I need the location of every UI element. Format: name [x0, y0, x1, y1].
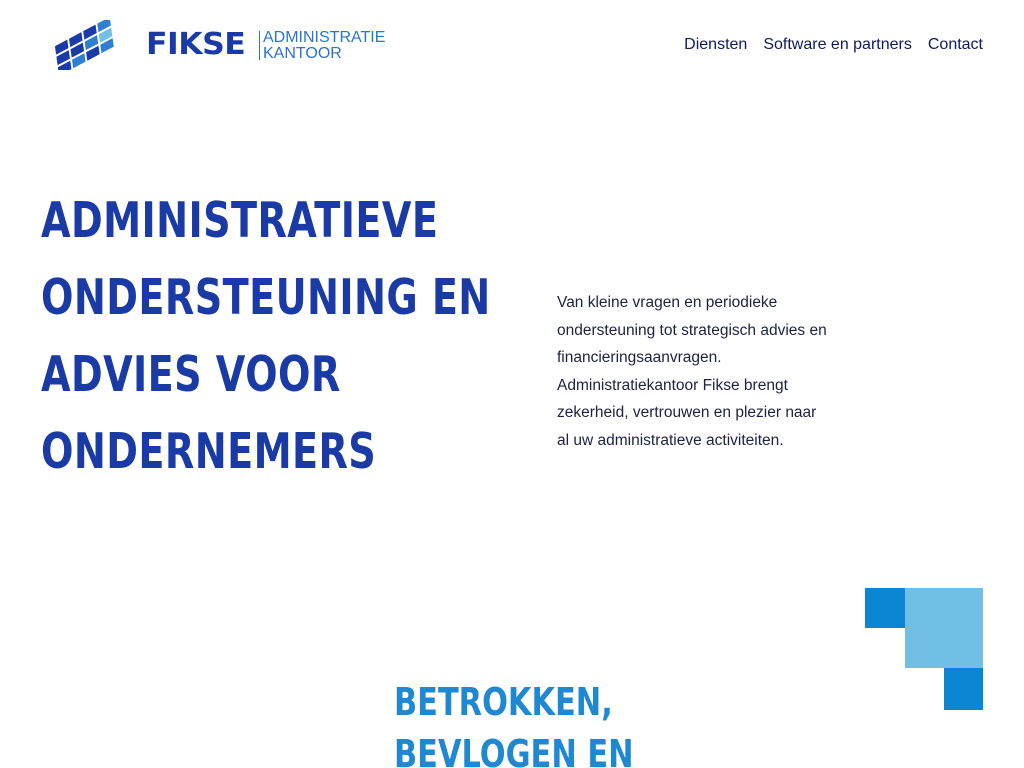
- decorative-square-dark-bottom: [944, 668, 983, 710]
- logo-subtitle-line2: KANTOOR: [263, 45, 342, 62]
- logo-mark-icon: [41, 20, 133, 70]
- logo[interactable]: [41, 20, 386, 70]
- hero-description: Van kleine vragen en periodieke ondersteuning tot strategisch advies en financieringsaanvragen. Administratiekantoor Fikse brengt zekerheid, vertrouwen en plezier naar al uw administratieve activiteiten.: [557, 294, 827, 449]
- logo-divider: [259, 31, 260, 60]
- hero-title: [41, 182, 491, 490]
- nav-link-contact[interactable]: Contact: [927, 36, 983, 53]
- decorative-square-dark-top: [865, 588, 905, 628]
- hero-title-line: ADVIES VOOR: [41, 346, 341, 403]
- logo-wordmark: FIKSE: [146, 27, 246, 62]
- hero-title-line: ADMINISTRATIEVE: [41, 192, 439, 249]
- decorative-square-light: [905, 588, 983, 668]
- section-title: [394, 676, 634, 768]
- main-nav: [684, 36, 983, 54]
- logo-subtitle-line1: ADMINISTRATIE: [263, 29, 386, 46]
- section-title-line: BETROKKEN,: [394, 680, 613, 724]
- nav-link-software-en-partners[interactable]: Software en partners: [763, 36, 912, 53]
- hero-title-line: ONDERNEMERS: [41, 423, 377, 480]
- hero-title-line: ONDERSTEUNING EN: [41, 269, 491, 326]
- nav-link-diensten[interactable]: Diensten: [684, 36, 748, 53]
- section-title-line: BEVLOGEN EN: [394, 732, 634, 768]
- logo-subtitle: [263, 30, 385, 62]
